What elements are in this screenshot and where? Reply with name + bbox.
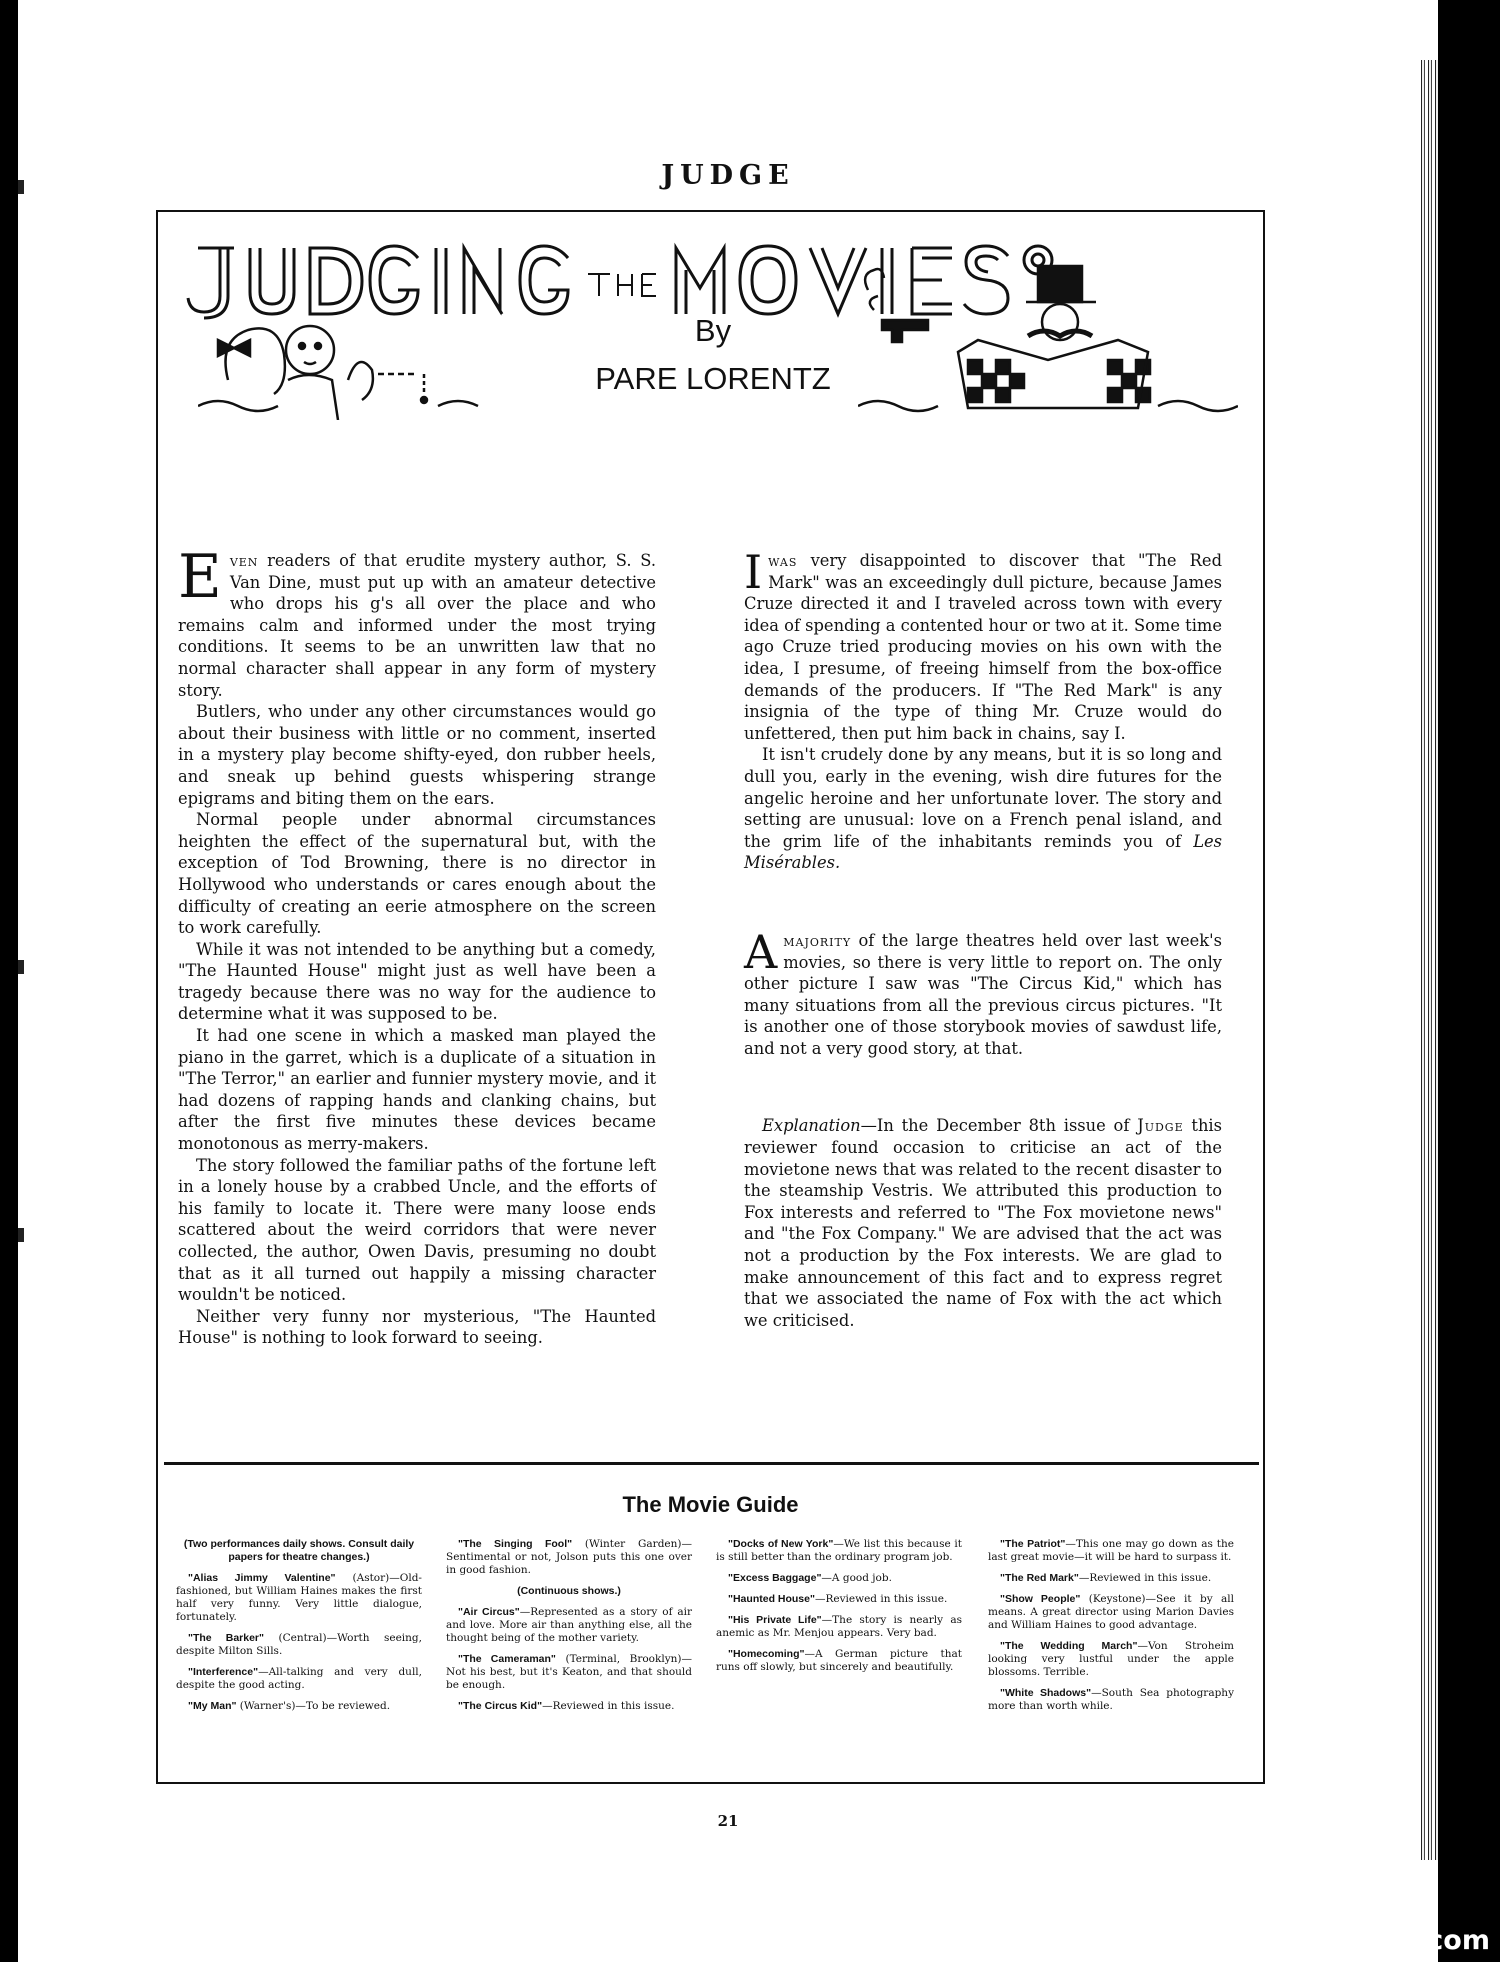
byline-by: By [694,313,732,348]
guide-entry [176,1700,422,1713]
guide-entry [988,1640,1234,1679]
film-review: —Reviewed in this issue. [814,1593,948,1605]
film-title: "The Barker" [188,1632,264,1644]
film-title: "Interference" [188,1666,259,1678]
book-title: Les Misérables. [744,831,1222,873]
film-review: (Terminal, Brooklyn)—Not his best, but it's Keaton, and that should be enough. [446,1653,693,1691]
film-review: —Reviewed in this issue. [1078,1572,1212,1584]
film-title: "The Cameraman" [458,1653,556,1665]
film-review: (Warner's)—To be reviewed. [236,1700,391,1712]
section-divider [164,1462,1259,1465]
page-edge [1418,60,1438,1860]
paragraph-text: this reviewer found occasion to criticise an act of the movietone news that was related to the recent disaster to the steamship Vestris. We attributed this production to Fox interests and referred to "The Fox movietone news" and "the Fox Company." We are advised that the act was not a production by the Fox interests. We are glad to make announcement of this fact and to express regret that we associated the name of Fox with the act which we criticised. [744,1116,1222,1330]
film-title: "His Private Life" [728,1614,822,1626]
guide-column [446,1538,692,1721]
article-right-column [744,545,1222,1331]
article-paragraph [744,1115,1222,1331]
article-left-column [178,542,656,1349]
lead-in: was [768,551,798,570]
guide-column [716,1538,962,1682]
film-title: "White Shadows" [1000,1687,1092,1699]
film-review: —Reviewed in this issue. [542,1700,675,1712]
article-frame [156,210,1265,1784]
article-paragraph: Neither very funny nor mysterious, "The Haunted House" is nothing to look forward to seeing. [178,1306,656,1348]
film-title: "Air Circus" [458,1606,520,1618]
page-number: 21 [717,1812,739,1830]
article-paragraph [744,744,1222,874]
film-review: —The story is nearly as anemic as Mr. Menjou appears. Very bad. [716,1614,963,1639]
film-review: (Central)—Worth seeing, despite Milton Sills. [176,1632,422,1657]
article-paragraph [744,924,1222,1060]
guide-entry [176,1666,422,1692]
guide-column [176,1538,422,1721]
film-review: —South Sea photography more than worth while. [988,1687,1234,1712]
guide-entry [446,1606,692,1645]
byline [588,307,838,403]
guide-entry [716,1572,962,1585]
film-title: "The Red Mark" [1000,1572,1079,1584]
film-review: (Astor)—Old-fashioned, but William Haines makes the first half very funny. Very little dialogue, fortunately. [176,1572,422,1623]
guide-entry [716,1593,962,1606]
guide-entry [716,1538,962,1564]
article-paragraph: Butlers, who under any other circumstances would go about their business with little or no comment, inserted in a mystery play become shifty-eyed, don rubber heels, and sneak up behind guests whispering strange epigrams and biting them on the ears. [178,702,656,808]
explanation-label: Explanation [762,1116,861,1136]
margin-mark [18,960,24,974]
guide-entry [988,1538,1234,1564]
film-title: "Show People" [1000,1593,1081,1605]
lead-in: ven [229,551,259,570]
film-title: "Excess Baggage" [728,1572,822,1584]
watermark: comicbooks.com [1238,1925,1490,1956]
film-review: (Keystone)—See it by all means. A great director using Marion Davies and William Haines to good advantage. [988,1593,1234,1631]
masthead: JUDGE [661,160,795,191]
guide-entry [446,1538,692,1577]
guide-entry [988,1572,1234,1585]
byline-author: PARE LORENTZ [595,361,831,397]
film-review: —This one may go down as the last great movie—it will be hard to surpass it. [988,1538,1234,1563]
film-title: "My Man" [188,1700,237,1712]
film-review: (Winter Garden)—Sentimental or not, Jolson puts this one over in good fashion. [446,1538,692,1576]
guide-entry [988,1593,1234,1632]
guide-entry [176,1632,422,1658]
guide-entry [716,1648,962,1674]
guide-note: (Continuous shows.) [517,1585,621,1597]
film-title: "Docks of New York" [728,1538,834,1550]
film-title: "The Singing Fool" [458,1538,573,1550]
guide-note: (Two performances daily shows. Consult daily papers for theatre changes.) [183,1538,415,1563]
film-title: "The Circus Kid" [458,1700,543,1712]
guide-entry [176,1572,422,1624]
magazine-page [18,0,1438,1962]
guide-column [988,1538,1234,1721]
film-review: —We list this because it is still better than the ordinary program job. [716,1538,962,1563]
film-review: —Represented as a story of air and love. More air than anything else, all the thought being of the mother variety. [446,1606,692,1644]
drop-cap: E [178,542,222,612]
guide-entry [988,1687,1234,1713]
article-paragraph: While it was not intended to be anything but a comedy, "The Haunted House" might just as well have been a tragedy because there was no way for the audience to determine what it was supposed to be. [178,939,656,1024]
drop-cap: A [744,924,778,979]
movie-guide-title: The Movie Guide [622,1492,799,1517]
guide-entry [446,1700,692,1713]
paragraph-text: It isn't crudely done by any means, but it is so long and dull you, early in the evening, wish dire futures for the angelic heroine and her unfortunate lover. The story and setting are unusual: love on a French penal island, and the grim life of the inhabitants reminds you of [744,745,1222,851]
film-title: "The Wedding March" [1000,1640,1138,1652]
cartoon-couple-illustration [198,310,518,420]
margin-mark [18,1228,24,1242]
paragraph-text: of the large theatres held over last week's movies, so there is very little to report on. The only other picture I saw was "The Circus Kid," which has many situations from all the previous circus pictures. "It is another one of those storybook movies of sawdust life, and not a very good story, at that. [744,930,1222,1058]
film-title: "The Patriot" [1000,1538,1066,1550]
film-review: —A German picture that runs off slowly, but sincerely and beautifully. [716,1648,962,1673]
magazine-name: Judge [1137,1116,1184,1136]
film-review: —All-talking and very dull, despite the good acting. [176,1666,422,1691]
paragraph-text: very disappointed to discover that "The Red Mark" was an exceedingly dull picture, because James Cruze directed it and I traveled across town with every idea of spending a contented hour or two at it. Some time ago Cruze tried producing movies on his own with the idea, I presume, of freeing himself from the box-office demands of the producers. If "The Red Mark" is any insignia of the type of thing Mr. Cruze would do unfettered, then put him back in chains, say I. [744,551,1222,743]
drop-cap: I [744,545,763,599]
film-title: "Haunted House" [728,1593,815,1605]
article-paragraph: It had one scene in which a masked man played the piano in the garret, which is a duplicate of a situation in "The Terror," an earlier and funnier mystery movie, and it had dozens of rapping hands and clanking chains, but after the first five minutes these devices became monotonous as merry-makers. [178,1026,656,1154]
film-title: "Alias Jimmy Valentine" [188,1572,336,1584]
article-paragraph [178,542,656,701]
lead-in: majority [783,930,852,950]
article-paragraph: Normal people under abnormal circumstances heighten the effect of the supernatural but, with the exception of Tod Browning, there is no director in Hollywood who understands or cares enough about the difficulty of creating an eerie atmosphere on the screen to work carefully. [178,810,656,938]
film-review: —A good job. [821,1572,892,1584]
film-title: "Homecoming" [728,1648,805,1660]
paragraph-text: readers of that erudite mystery author, S. S. Van Dine, must put up with an amateur detective who drops his g's all over the place and who remains calm and informed under the most trying conditions. It seems to be an unwritten law that no normal character shall appear in any form of mystery story. [178,551,656,700]
film-review: —Von Stroheim looking very lustful under the apple blossoms. Terrible. [988,1640,1234,1678]
article-paragraph: The story followed the familiar paths of the fortune left in a lonely house by a crabbed Uncle, and the efforts of his family to locate it. There were many loose ends scattered about the weird corridors that were never collected, the author, Owen Davis, presuming no doubt that as it all turned out happily a missing character wouldn't be noticed. [178,1155,656,1305]
paragraph-text: —In the December 8th issue of [860,1116,1138,1136]
guide-entry [716,1614,962,1640]
cartoon-villain-illustration [858,260,1238,420]
article-paragraph [744,545,1222,744]
guide-entry [446,1653,692,1692]
